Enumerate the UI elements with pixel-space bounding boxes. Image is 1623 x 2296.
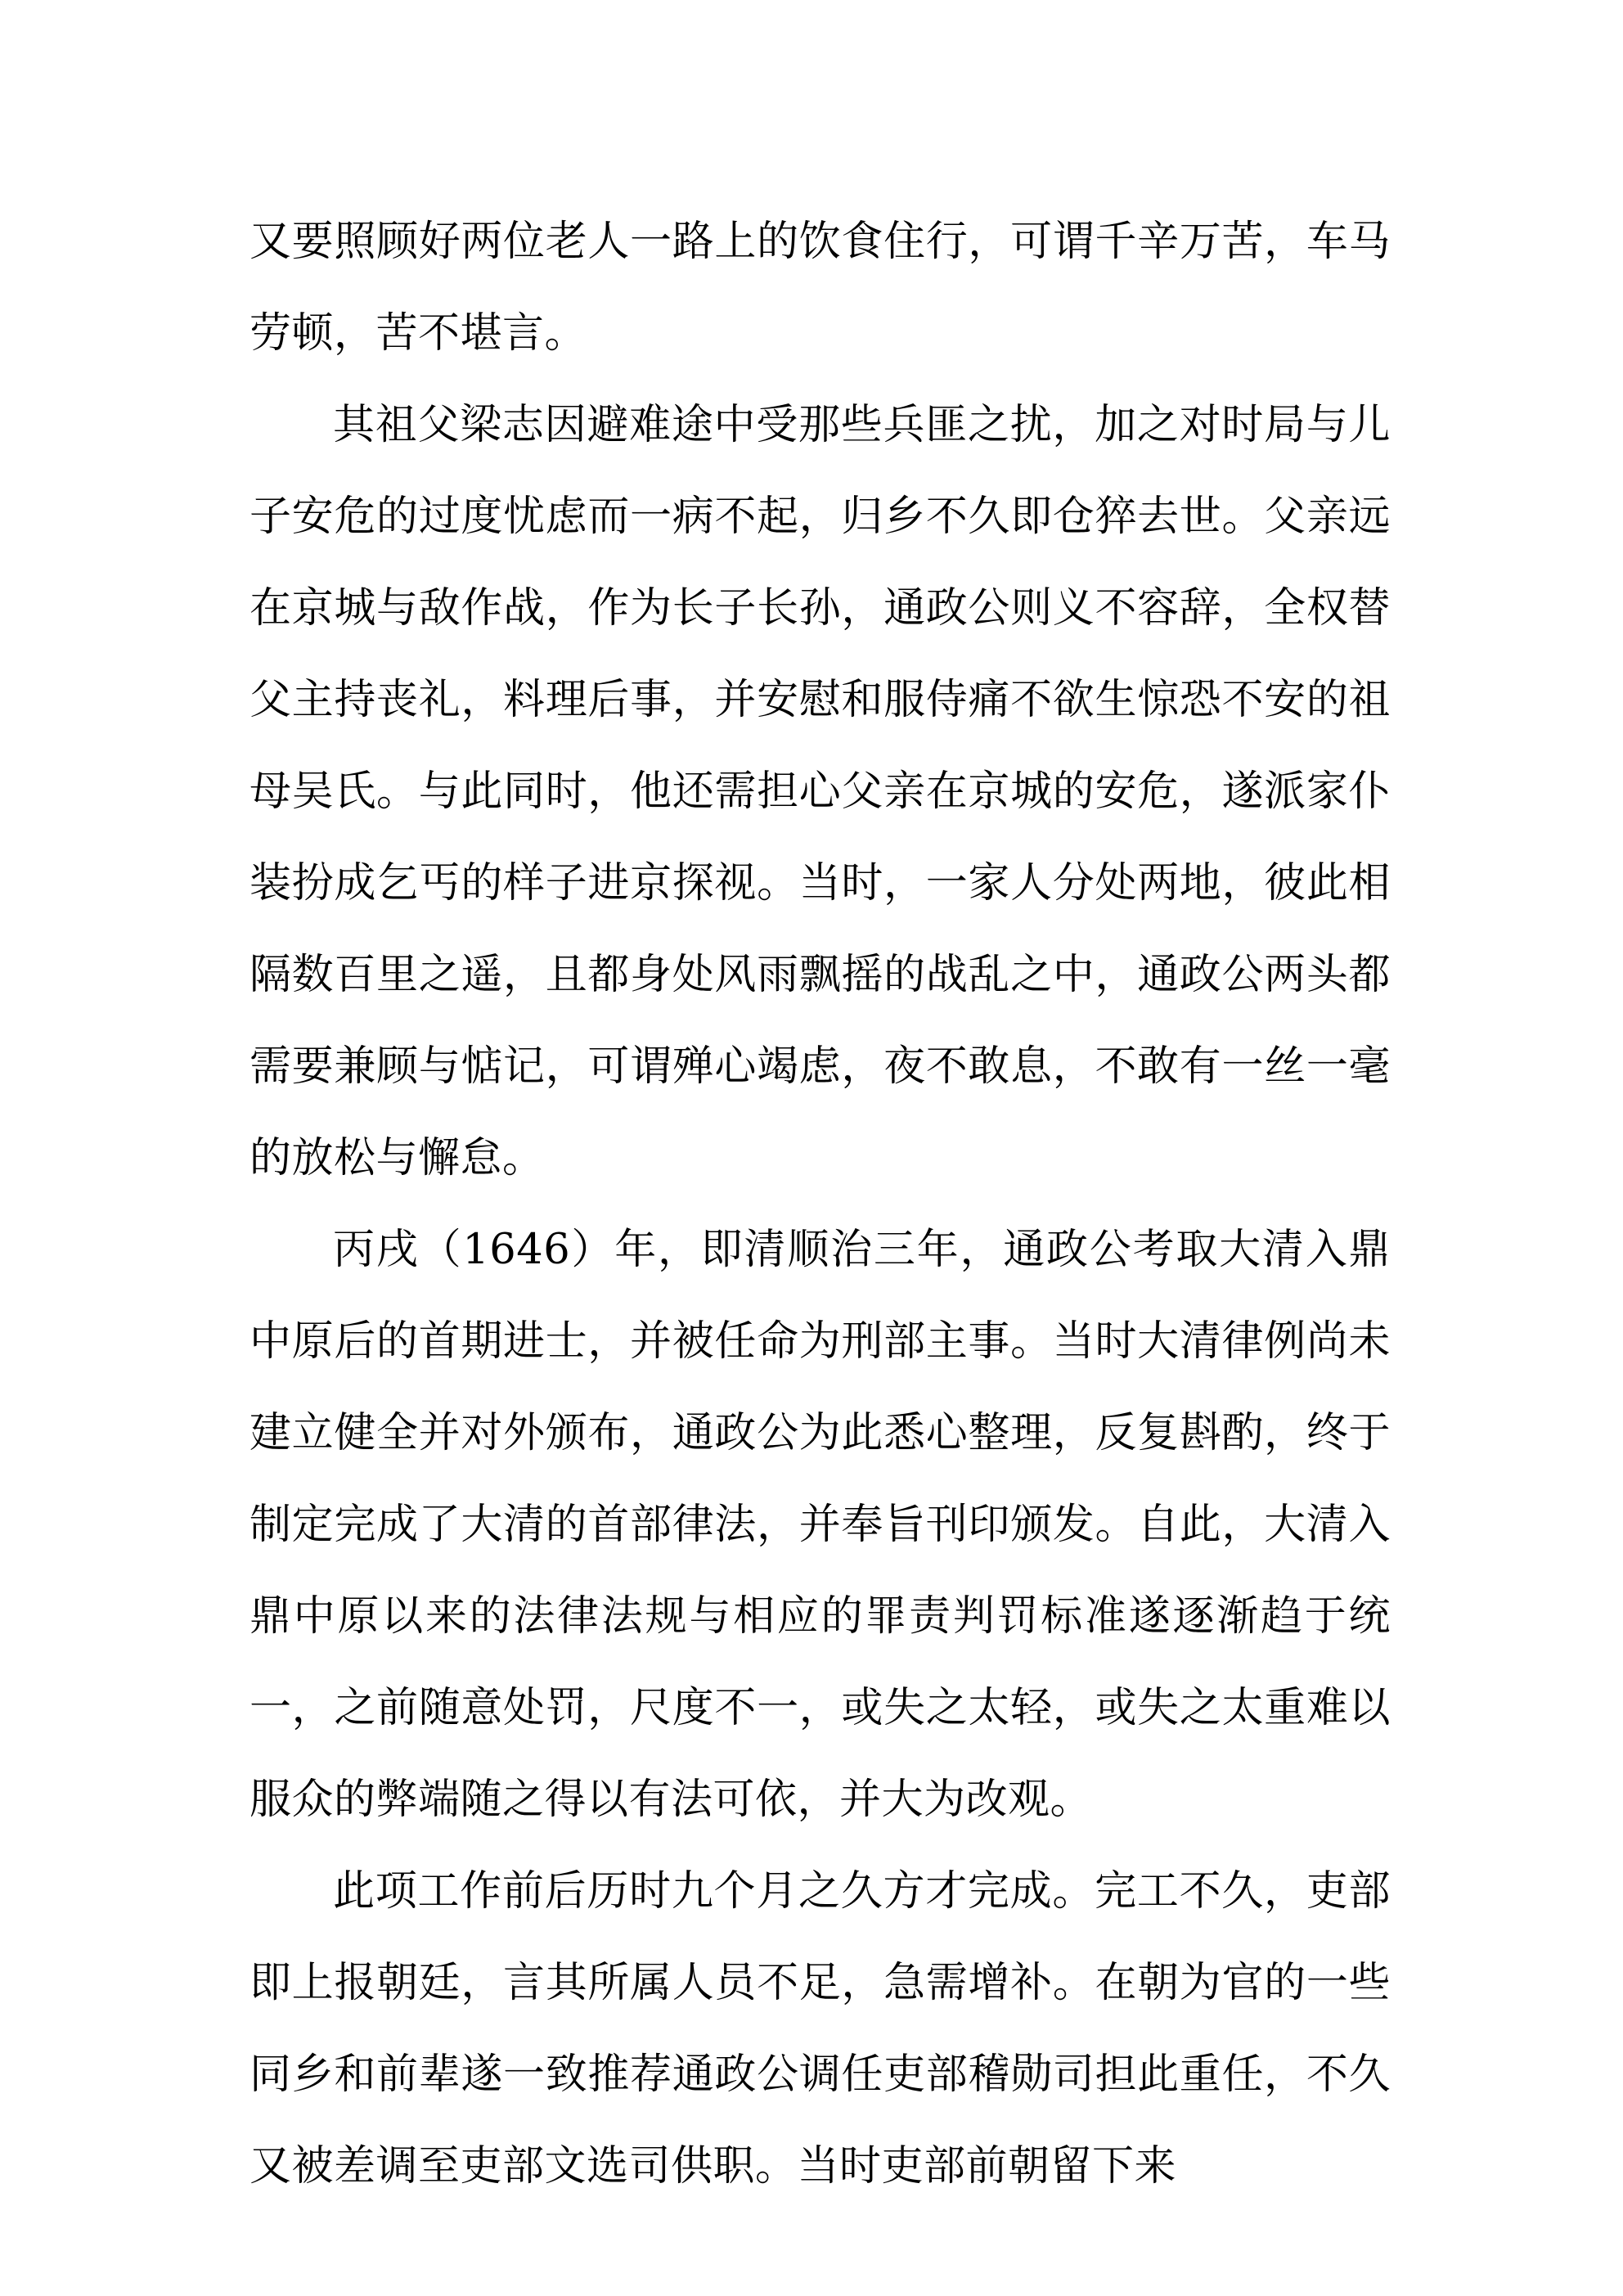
body-text — [250, 196, 1391, 2213]
paragraph-3: 丙戌（1646）年，即清顺治三年，通政公考取大清入鼎中原后的首期进士，并被任命为刑部主事。当时大清律例尚未建立健全并对外颁布，通政公为此悉心整理，反复斟酌，终于制定完成了大清的首部律法，并奉旨刊印颁发。自此，大清入鼎中原以来的法律法规与相应的罪责判罚标准遂逐渐趋于统一，之前随意处罚，尺度不一，或失之太轻，或失之太重难以服众的弊端随之得以有法可依，并大为改观。 — [250, 1226, 1391, 1824]
paragraph-2: 其祖父梁志因避难途中受那些兵匪之扰，加之对时局与儿子安危的过度忧虑而一病不起，归乡不久即仓猝去世。父亲远在京城与敌作战，作为长子长孙，通政公则义不容辞，全权替父主持丧礼，料理后事，并安慰和服侍痛不欲生惊恐不安的祖母吴氏。与此同时，他还需担心父亲在京城的安危，遂派家仆装扮成乞丐的样子进京探视。当时，一家人分处两地，彼此相隔数百里之遥，且都身处风雨飘摇的战乱之中，通政公两头都需要兼顾与惦记，可谓殚心竭虑，夜不敢息，不敢有一丝一毫的放松与懈怠。 — [250, 401, 1391, 1182]
paragraph-1: 又要照顾好两位老人一路上的饮食住行，可谓千辛万苦，车马劳顿，苦不堪言。 — [250, 218, 1391, 358]
paragraph-4: 此项工作前后历时九个月之久方才完成。完工不久，吏部即上报朝廷，言其所属人员不足，急需增补。在朝为官的一些同乡和前辈遂一致推荐通政公调任吏部稽勋司担此重任，不久又被差调至吏部文选司供职。当时吏部前朝留下来 — [250, 1867, 1391, 2190]
